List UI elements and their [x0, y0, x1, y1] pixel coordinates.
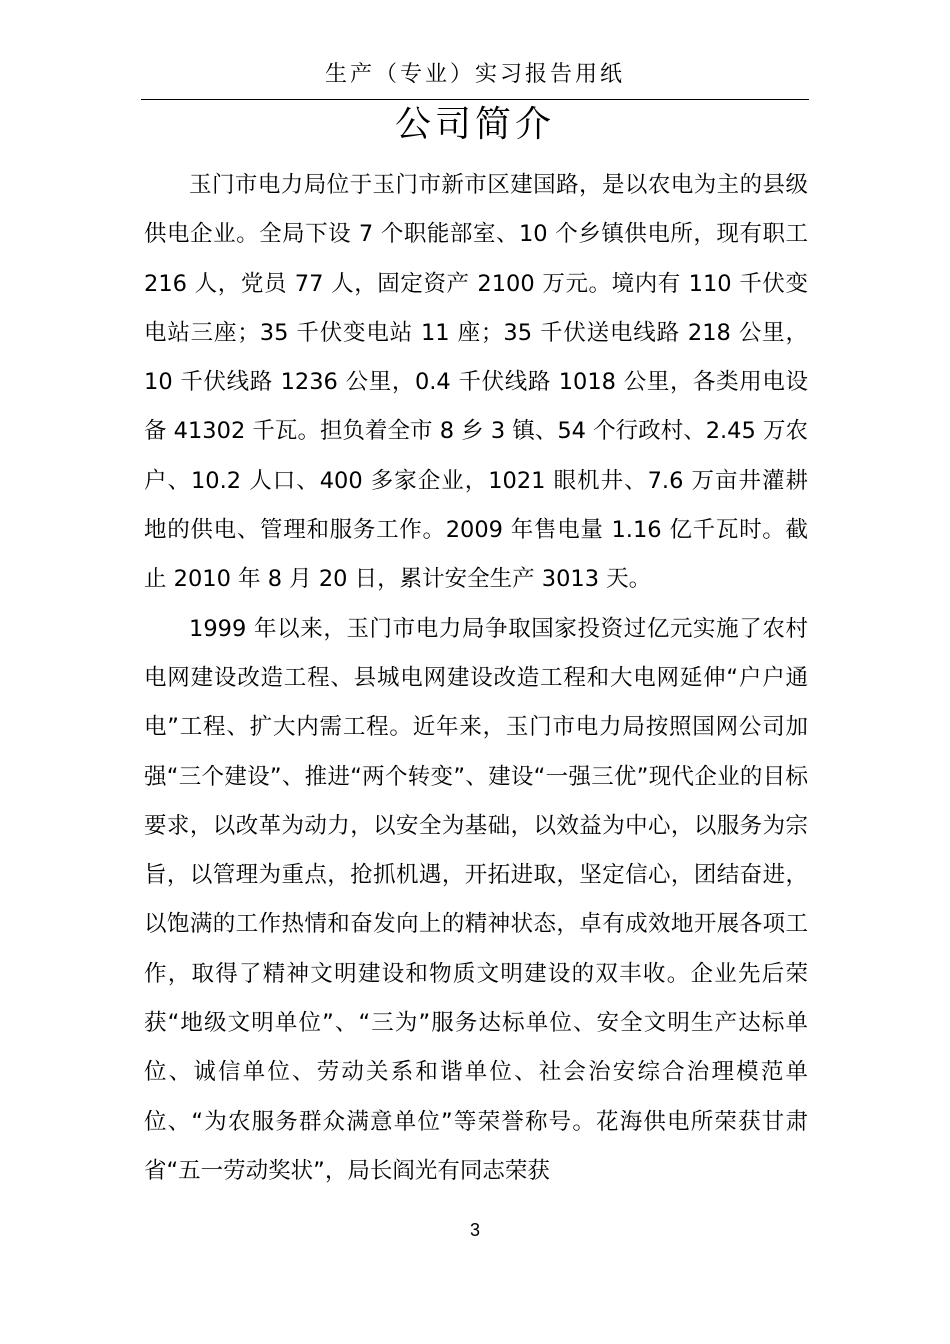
body-text [144, 161, 808, 1196]
page-number: 3 [469, 1220, 480, 1240]
paragraph-development-history: 1999 年以来，玉门市电力局争取国家投资过亿元实施了农村电网建设改造工程、县城电网建设改造工程和大电网延伸“户户通电”工程、扩大内需工程。近年来，玉门市电力局按照国网公司加强“三个建设”、推进“两个转变”、建设“一强三优”现代企业的目标要求，以改革为动力，以安全为基础，以效益为中心，以服务为宗旨，以管理为重点，抢抓机遇，开拓进取，坚定信心，团结奋进，以饱满的工作热情和奋发向上的精神状态，卓有成效地开展各项工作，取得了精神文明建设和物质文明建设的双丰收。企业先后荣获“地级文明单位”、“三为”服务达标单位、安全文明生产达标单位、诚信单位、劳动关系和谐单位、社会治安综合治理模范单位、“为农服务群众满意单位”等荣誉称号。花海供电所荣获甘肃省“五一劳动奖状”，局长阎光有同志荣获 [144, 615, 808, 1184]
paragraph-company-overview: 玉门市电力局位于玉门市新市区建国路，是以农电为主的县级供电企业。全局下设 7 个职能部室、10 个乡镇供电所，现有职工 216 人，党员 77 人，固定资产 2100 万元。境内有 110 千伏变电站三座；35 千伏变电站 11 座；35 千伏送电线路 218 公里，10 千伏线路 1236 公里，0.4 千伏线路 1018 公里，各类用电设备 41302 千瓦。担负着全市 8 乡 3 镇、54 个行政村、2.45 万农户、10.2 人口、400 多家企业，1021 眼机井、7.6 万亩井灌耕地的供电、管理和服务工作。2009 年售电量 1.16 亿千瓦时。截止 2010 年 8 月 20 日，累计安全生产 3013 天。 [144, 172, 808, 593]
running-header: 生产（专业）实习报告用纸 [324, 62, 625, 87]
page-title: 公司简介 [394, 104, 555, 145]
